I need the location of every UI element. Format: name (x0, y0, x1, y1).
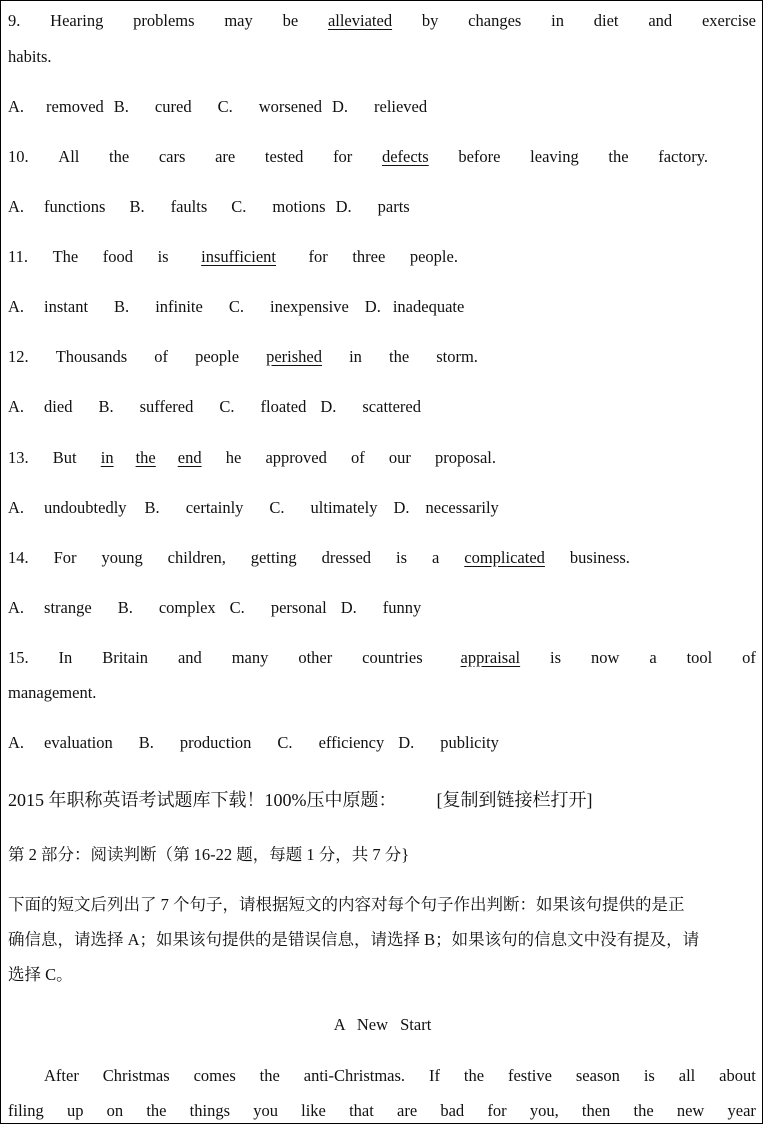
underlined-word: insufficient (201, 247, 276, 266)
download-notice-text: 2015 年职称英语考试题库下载！100%压中原题： (8, 790, 397, 810)
word: three (352, 247, 386, 266)
question-10 (8, 147, 708, 167)
word: many (231, 648, 269, 667)
word: the (633, 1101, 654, 1120)
question-number: 11. (8, 247, 29, 266)
word: of (351, 448, 365, 467)
word: dressed (321, 548, 372, 567)
word: people (195, 347, 240, 366)
question-14-options (8, 598, 756, 618)
option-letter: A. (8, 397, 25, 416)
option-letter: C. (231, 197, 247, 216)
option-text: infinite (155, 297, 203, 316)
word: the (146, 1101, 167, 1120)
word: like (301, 1101, 326, 1120)
word: for (308, 247, 328, 266)
question-12-options (8, 397, 756, 417)
word: Christmas (102, 1066, 170, 1085)
word: If (428, 1066, 440, 1085)
word: bad (440, 1101, 465, 1120)
word: But (52, 448, 77, 467)
word: and (177, 648, 202, 667)
option-letter: D. (340, 598, 357, 617)
option-letter: C. (228, 297, 244, 316)
word: the (259, 1066, 280, 1085)
option-text: parts (377, 197, 410, 216)
question-9 (8, 11, 756, 31)
word: getting (250, 548, 297, 567)
option-text: cured (154, 97, 192, 116)
word: are (215, 147, 236, 166)
underlined-word: defects (381, 147, 429, 166)
word: end (177, 448, 202, 467)
word: exercise (701, 11, 756, 30)
question-number: 12. (8, 347, 29, 366)
word: Britain (102, 648, 149, 667)
word: diet (593, 11, 619, 30)
download-notice (8, 789, 756, 811)
word: new (676, 1101, 705, 1120)
word: the (608, 147, 629, 166)
word: After (44, 1066, 79, 1085)
word: all (678, 1066, 696, 1085)
word: you (253, 1101, 278, 1120)
option-text: undoubtedly (44, 498, 127, 517)
word: For (53, 548, 77, 567)
question-number: 10. (8, 147, 29, 166)
question-15 (8, 648, 756, 668)
passage-title (1, 1015, 764, 1035)
word: Thousands (55, 347, 128, 366)
part-2-heading: 第 2 部分：阅读判断（第 16-22 题，每题 1 分，共 7 分} (8, 845, 410, 864)
word: tool (686, 648, 713, 667)
option-letter: D. (320, 397, 337, 416)
question-14 (8, 548, 630, 568)
option-text: certainly (185, 498, 244, 517)
option-text: removed (46, 97, 104, 116)
option-text: funny (382, 598, 422, 617)
word: people. (409, 247, 458, 266)
underlined-word: complicated (464, 548, 545, 567)
question-9-options (8, 97, 756, 117)
option-letter: B. (138, 733, 154, 752)
word: comes (193, 1066, 236, 1085)
word: In (58, 648, 73, 667)
word: All (58, 147, 80, 166)
question-13-options (8, 498, 756, 518)
option-text: production (179, 733, 252, 752)
option-text: necessarily (425, 498, 499, 517)
option-text: motions (272, 197, 326, 216)
question-number: 14. (8, 548, 29, 567)
word: by (421, 11, 439, 30)
word: in (100, 448, 114, 467)
word: now (590, 648, 620, 667)
word: Hearing (50, 11, 104, 30)
word: young (101, 548, 143, 567)
option-text: floated (260, 397, 307, 416)
word: for (487, 1101, 507, 1120)
question-11-options (8, 297, 756, 317)
instructions-line-2: 确信息，请选择 A；如果该句提供的是错误信息，请选择 B；如果该句的信息文中没有提及，请 (8, 930, 700, 949)
word: countries (362, 648, 423, 667)
question-9-cont: habits. (8, 47, 52, 66)
option-letter: B. (113, 97, 129, 116)
word: up (66, 1101, 84, 1120)
instructions-line-1: 下面的短文后列出了 7 个句子，请根据短文的内容对每个句子作出判断：如果该句提供的是正 (8, 895, 685, 914)
option-letter: D. (393, 498, 410, 517)
option-letter: A. (8, 197, 25, 216)
option-letter: B. (129, 197, 145, 216)
word: that (349, 1101, 374, 1120)
word: of (154, 347, 168, 366)
option-text: died (44, 397, 73, 416)
word: on (106, 1101, 124, 1120)
underlined-word: alleviated (327, 11, 393, 30)
word: the (135, 448, 156, 467)
instructions-line-3: 选择 C。 (8, 965, 73, 984)
option-letter: C. (219, 397, 235, 416)
word: of (742, 648, 756, 667)
word: children, (167, 548, 226, 567)
word: and (648, 11, 673, 30)
option-letter: D. (364, 297, 381, 316)
word: tested (264, 147, 304, 166)
option-letter: C. (269, 498, 285, 517)
option-letter: B. (144, 498, 160, 517)
option-letter: B. (98, 397, 114, 416)
word: before (458, 147, 501, 166)
copy-link-text[interactable]: [复制到链接栏打开] (436, 790, 593, 810)
word: factory. (658, 147, 708, 166)
passage-title-text: A New Start (333, 1015, 432, 1034)
option-letter: A. (8, 598, 25, 617)
underlined-word: perished (266, 347, 323, 366)
option-text: scattered (362, 397, 422, 416)
option-letter: D. (335, 197, 352, 216)
word: storm. (436, 347, 478, 366)
option-letter: A. (8, 733, 25, 752)
word: is (396, 548, 408, 567)
question-12 (8, 347, 478, 367)
word: business. (569, 548, 630, 567)
option-letter: C. (217, 97, 233, 116)
word: the (463, 1066, 485, 1085)
word: our (388, 448, 411, 467)
option-text: suffered (139, 397, 194, 416)
option-letter: C. (277, 733, 293, 752)
option-text: inexpensive (269, 297, 349, 316)
question-15-cont: management. (8, 683, 97, 702)
option-letter: D. (398, 733, 415, 752)
word: be (282, 11, 299, 30)
option-letter: A. (8, 97, 25, 116)
word: season (575, 1066, 620, 1085)
option-text: complex (158, 598, 216, 617)
question-number: 13. (8, 448, 29, 467)
word: he (225, 448, 242, 467)
option-letter: B. (114, 297, 130, 316)
word: problems (133, 11, 195, 30)
word: is (157, 247, 169, 266)
option-letter: C. (229, 598, 245, 617)
question-15-options (8, 733, 756, 753)
option-text: publicity (440, 733, 499, 752)
word: the (388, 347, 410, 366)
option-text: ultimately (310, 498, 378, 517)
underlined-word: appraisal (460, 648, 521, 667)
option-text: functions (44, 197, 106, 216)
word: cars (158, 147, 186, 166)
underlined-phrase (101, 448, 202, 468)
option-letter: B. (117, 598, 133, 617)
word: in (349, 347, 362, 366)
option-letter: D. (331, 97, 348, 116)
option-text: instant (44, 297, 89, 316)
passage-line-2 (8, 1101, 756, 1121)
word: then (581, 1101, 611, 1120)
word: you, (529, 1101, 559, 1120)
option-text: efficiency (318, 733, 385, 752)
word: festive (507, 1066, 552, 1085)
option-text: evaluation (44, 733, 113, 752)
option-text: personal (270, 598, 327, 617)
word: things (189, 1101, 231, 1120)
word: food (102, 247, 134, 266)
word: proposal. (435, 448, 496, 467)
word: a (431, 548, 440, 567)
option-text: inadequate (392, 297, 465, 316)
word: a (649, 648, 657, 667)
option-letter: A. (8, 297, 25, 316)
option-text: strange (44, 598, 92, 617)
option-text: relieved (374, 97, 428, 116)
question-number: 9. (8, 11, 21, 30)
word: may (224, 11, 253, 30)
question-10-options (8, 197, 756, 217)
option-text: worsened (258, 97, 322, 116)
word: in (551, 11, 564, 30)
word: are (397, 1101, 418, 1120)
word: about (719, 1066, 756, 1085)
question-number: 15. (8, 648, 29, 667)
word: other (298, 648, 333, 667)
word: leaving (530, 147, 579, 166)
passage-line-1 (44, 1066, 756, 1086)
option-letter: A. (8, 498, 25, 517)
question-11 (8, 247, 458, 267)
word: year (727, 1101, 756, 1120)
word: filing (8, 1101, 44, 1120)
word: is (643, 1066, 655, 1085)
word: anti-Christmas. (303, 1066, 406, 1085)
question-13 (8, 448, 496, 468)
word: is (550, 648, 562, 667)
word: for (333, 147, 353, 166)
word: approved (265, 448, 327, 467)
option-text: faults (170, 197, 208, 216)
word: changes (468, 11, 522, 30)
word: The (52, 247, 79, 266)
word: the (109, 147, 130, 166)
